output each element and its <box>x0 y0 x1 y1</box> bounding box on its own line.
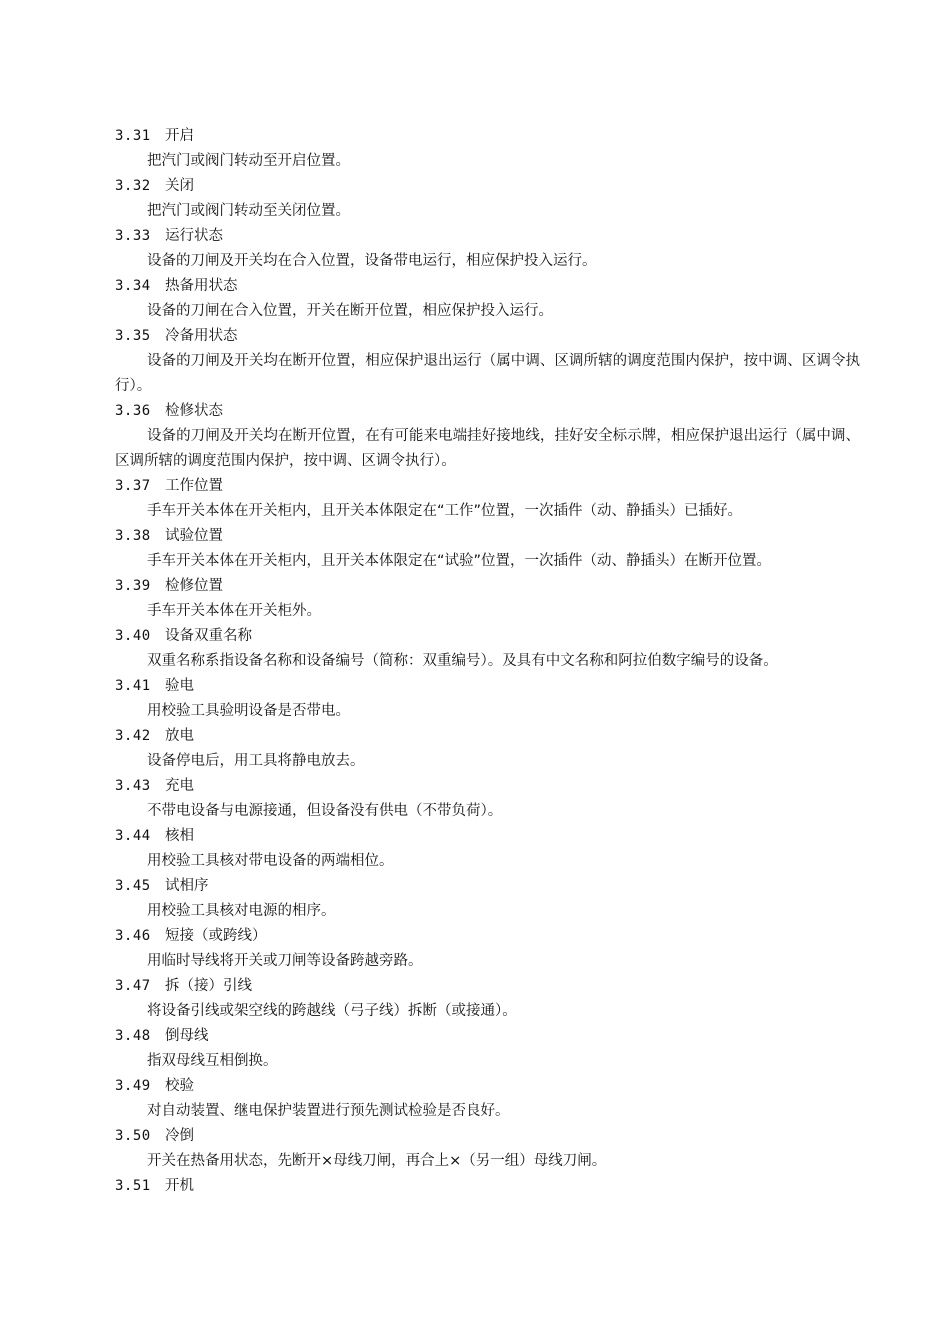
term-number: 3.41 <box>115 678 151 694</box>
term-number: 3.48 <box>115 1028 151 1044</box>
term-heading <box>115 399 860 424</box>
term-definition: 用校验工具验明设备是否带电。 <box>147 703 350 719</box>
term-entry <box>115 574 860 624</box>
term-definition: 手车开关本体在开关柜内，且开关本体限定在“试验”位置，一次插件（动、静插头）在断开位置。 <box>147 553 772 569</box>
term-definition: 用校验工具核对带电设备的两端相位。 <box>147 853 394 869</box>
term-title: 关闭 <box>165 178 194 194</box>
term-title: 充电 <box>165 778 194 794</box>
term-heading <box>115 1174 860 1199</box>
term-heading <box>115 324 860 349</box>
term-definition: 设备的刀闸及开关均在断开位置，在有可能来电端挂好接地线，挂好安全标示牌，相应保护退出运行（属中调、区调所辖的调度范围内保护，按中调、区调令执行）。 <box>115 428 860 469</box>
term-title: 开启 <box>165 128 194 144</box>
term-number: 3.38 <box>115 528 151 544</box>
term-title: 冷倒 <box>165 1128 194 1144</box>
term-entry <box>115 399 860 474</box>
term-heading <box>115 574 860 599</box>
term-number: 3.40 <box>115 628 151 644</box>
term-entry <box>115 1124 860 1174</box>
term-heading <box>115 174 860 199</box>
term-number: 3.39 <box>115 578 151 594</box>
term-entry <box>115 274 860 324</box>
term-entry <box>115 974 860 1024</box>
term-number: 3.37 <box>115 478 151 494</box>
term-title: 开机 <box>165 1178 194 1194</box>
term-heading <box>115 1024 860 1049</box>
term-title: 倒母线 <box>165 1028 209 1044</box>
term-heading <box>115 924 860 949</box>
term-number: 3.50 <box>115 1128 151 1144</box>
term-title: 试相序 <box>165 878 209 894</box>
term-entry <box>115 474 860 524</box>
term-title: 工作位置 <box>165 478 223 494</box>
term-definition: 指双母线互相倒换。 <box>147 1053 278 1069</box>
term-entry <box>115 774 860 824</box>
term-title: 验电 <box>165 678 194 694</box>
term-entry <box>115 524 860 574</box>
term-heading <box>115 524 860 549</box>
term-title: 试验位置 <box>165 528 223 544</box>
term-number: 3.51 <box>115 1178 151 1194</box>
term-definition: 对自动装置、继电保护装置进行预先测试检验是否良好。 <box>147 1103 510 1119</box>
term-number: 3.46 <box>115 928 151 944</box>
term-definition: 设备的刀闸及开关均在断开位置，相应保护退出运行（属中调、区调所辖的调度范围内保护，按中调、区调令执行）。 <box>115 353 860 394</box>
term-title: 设备双重名称 <box>165 628 252 644</box>
term-heading <box>115 724 860 749</box>
term-definition: 用临时导线将开关或刀闸等设备跨越旁路。 <box>147 953 423 969</box>
term-entry <box>115 124 860 174</box>
term-heading <box>115 124 860 149</box>
term-heading <box>115 824 860 849</box>
term-definition: 把汽门或阀门转动至关闭位置。 <box>147 203 350 219</box>
term-definition: 开关在热备用状态，先断开×母线刀闸，再合上×（另一组）母线刀闸。 <box>147 1153 607 1169</box>
term-definition: 用校验工具核对电源的相序。 <box>147 903 336 919</box>
term-title: 检修状态 <box>165 403 223 419</box>
term-number: 3.47 <box>115 978 151 994</box>
term-number: 3.35 <box>115 328 151 344</box>
term-definition: 设备的刀闸及开关均在合入位置，设备带电运行，相应保护投入运行。 <box>147 253 597 269</box>
term-number: 3.43 <box>115 778 151 794</box>
term-heading <box>115 774 860 799</box>
term-entry <box>115 1024 860 1074</box>
term-entry <box>115 224 860 274</box>
term-entry <box>115 824 860 874</box>
term-definition: 不带电设备与电源接通，但设备没有供电（不带负荷）。 <box>147 803 503 819</box>
term-entry <box>115 1174 860 1199</box>
term-title: 检修位置 <box>165 578 223 594</box>
term-heading <box>115 674 860 699</box>
term-entry <box>115 874 860 924</box>
document-body <box>115 124 860 1199</box>
term-title: 运行状态 <box>165 228 223 244</box>
term-number: 3.42 <box>115 728 151 744</box>
term-title: 热备用状态 <box>165 278 238 294</box>
term-number: 3.33 <box>115 228 151 244</box>
term-title: 校验 <box>165 1078 194 1094</box>
term-entry <box>115 324 860 399</box>
term-number: 3.44 <box>115 828 151 844</box>
term-definition: 手车开关本体在开关柜内，且开关本体限定在“工作”位置，一次插件（动、静插头）已插好。 <box>147 503 743 519</box>
term-title: 放电 <box>165 728 194 744</box>
term-number: 3.36 <box>115 403 151 419</box>
term-heading <box>115 224 860 249</box>
term-entry <box>115 924 860 974</box>
term-heading <box>115 474 860 499</box>
term-entry <box>115 674 860 724</box>
term-entry <box>115 624 860 674</box>
term-heading <box>115 874 860 899</box>
term-definition: 双重名称系指设备名称和设备编号（简称：双重编号）。及具有中文名称和阿拉伯数字编号的设备。 <box>147 653 778 669</box>
term-number: 3.32 <box>115 178 151 194</box>
term-heading <box>115 624 860 649</box>
term-definition: 手车开关本体在开关柜外。 <box>147 603 321 619</box>
term-heading <box>115 1124 860 1149</box>
term-definition: 设备停电后，用工具将静电放去。 <box>147 753 365 769</box>
term-entry <box>115 174 860 224</box>
term-heading <box>115 274 860 299</box>
term-definition: 设备的刀闸在合入位置，开关在断开位置，相应保护投入运行。 <box>147 303 553 319</box>
term-title: 冷备用状态 <box>165 328 238 344</box>
term-heading <box>115 1074 860 1099</box>
term-title: 核相 <box>165 828 194 844</box>
term-definition: 将设备引线或架空线的跨越线（弓子线）拆断（或接通）。 <box>147 1003 517 1019</box>
term-number: 3.34 <box>115 278 151 294</box>
term-definition: 把汽门或阀门转动至开启位置。 <box>147 153 350 169</box>
term-number: 3.31 <box>115 128 151 144</box>
term-number: 3.45 <box>115 878 151 894</box>
term-heading <box>115 974 860 999</box>
term-number: 3.49 <box>115 1078 151 1094</box>
term-entry <box>115 1074 860 1124</box>
term-title: 拆（接）引线 <box>165 978 252 994</box>
term-title: 短接（或跨线） <box>165 928 267 944</box>
term-entry <box>115 724 860 774</box>
